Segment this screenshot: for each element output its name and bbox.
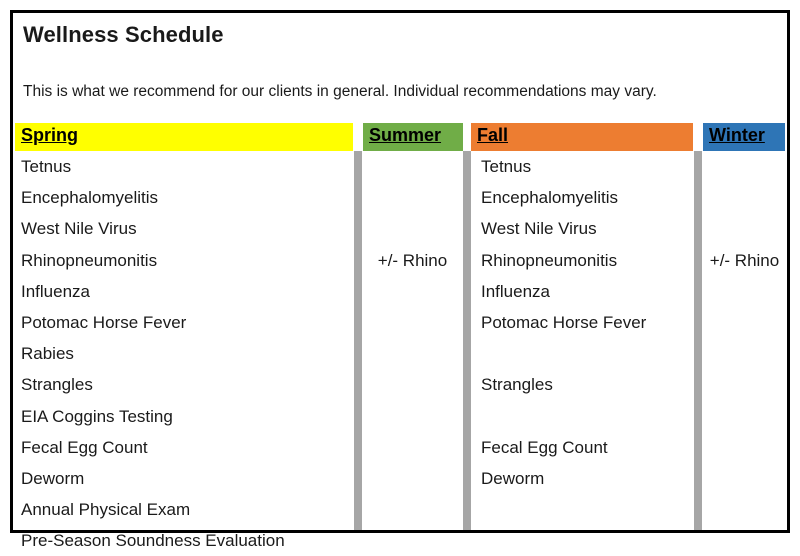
table-cell: Tetnus <box>481 157 532 176</box>
page-subtitle: This is what we recommend for our clients in general. Individual recommendations may vary. <box>23 83 657 100</box>
table-cell-empty <box>702 151 787 182</box>
table-cell-empty <box>702 463 787 494</box>
column-divider-1 <box>354 151 362 530</box>
table-cell-empty <box>702 369 787 400</box>
table-cell-empty <box>362 307 463 338</box>
column-winter <box>702 151 787 530</box>
table-cell: West Nile Virus <box>21 219 137 239</box>
table-cell: Rabies <box>21 344 74 364</box>
table-cell: Tetnus <box>21 157 72 176</box>
table-cell-empty <box>471 401 694 432</box>
table-cell: West Nile Virus <box>481 219 597 239</box>
table-cell-empty <box>362 525 463 556</box>
table-cell-empty <box>362 432 463 463</box>
table-cell-empty <box>362 369 463 400</box>
column-header-spring <box>15 123 353 151</box>
column-fall <box>471 151 694 530</box>
column-spring <box>15 151 354 551</box>
table-cell-empty <box>702 182 787 213</box>
column-divider-3 <box>694 151 702 530</box>
table-cell-empty <box>362 276 463 307</box>
column-header-fall-label: Fall <box>477 125 509 145</box>
table-cell-empty <box>702 338 787 369</box>
table-header-row <box>13 123 787 151</box>
table-cell: Encephalomyelitis <box>21 188 159 208</box>
column-summer <box>362 151 463 530</box>
column-header-winter-label: Winter <box>709 125 765 145</box>
table-cell: Potomac Horse Fever <box>21 312 187 332</box>
page-title: Wellness Schedule <box>23 22 224 47</box>
table-cell-empty <box>702 432 787 463</box>
table-cell: Encephalomyelitis <box>481 188 619 208</box>
table-cell: Potomac Horse Fever <box>481 312 647 332</box>
table-cell-empty <box>702 276 787 307</box>
column-header-summer-label: Summer <box>369 125 442 145</box>
wellness-schedule-document <box>10 10 790 551</box>
table-cell-empty <box>362 401 463 432</box>
table-cell-empty <box>702 401 787 432</box>
table-cell: Strangles <box>481 375 553 395</box>
table-cell-empty <box>702 213 787 244</box>
table-cell-empty <box>362 338 463 369</box>
table-cell-empty <box>362 213 463 244</box>
table-cell: +/- Rhino <box>377 250 448 270</box>
table-cell-empty <box>471 338 694 369</box>
table-cell-empty <box>362 151 463 182</box>
table-cell-empty <box>471 525 694 556</box>
table-cell: Influenza <box>21 281 90 301</box>
table-cell: Deworm <box>481 468 545 488</box>
table-cell-empty <box>702 494 787 525</box>
table-cell: Rhinopneumonitis <box>21 250 158 270</box>
table-cell: Fecal Egg Count <box>481 437 608 457</box>
table-cell: Fecal Egg Count <box>21 437 148 457</box>
table-cell-empty <box>702 307 787 338</box>
table-cell: Annual Physical Exam <box>21 500 191 520</box>
table-cell-empty <box>362 463 463 494</box>
column-divider-2 <box>463 151 471 530</box>
table-cell: EIA Coggins Testing <box>21 406 173 426</box>
table-cell: Rhinopneumonitis <box>481 250 618 270</box>
table-cell: Strangles <box>21 375 93 395</box>
table-cell-empty <box>471 494 694 525</box>
column-header-fall <box>471 123 693 151</box>
table-cell: +/- Rhino <box>709 250 780 270</box>
column-header-winter <box>703 123 785 151</box>
table-cell: Pre-Season Soundness Evaluation <box>21 531 285 551</box>
table-cell: Influenza <box>481 281 550 301</box>
table-cell-empty <box>362 182 463 213</box>
table-cell-empty <box>702 525 787 556</box>
column-header-summer <box>363 123 463 151</box>
table-cell-empty <box>362 494 463 525</box>
column-header-spring-label: Spring <box>21 125 78 145</box>
table-body <box>13 151 787 551</box>
table-cell: Deworm <box>21 468 85 488</box>
